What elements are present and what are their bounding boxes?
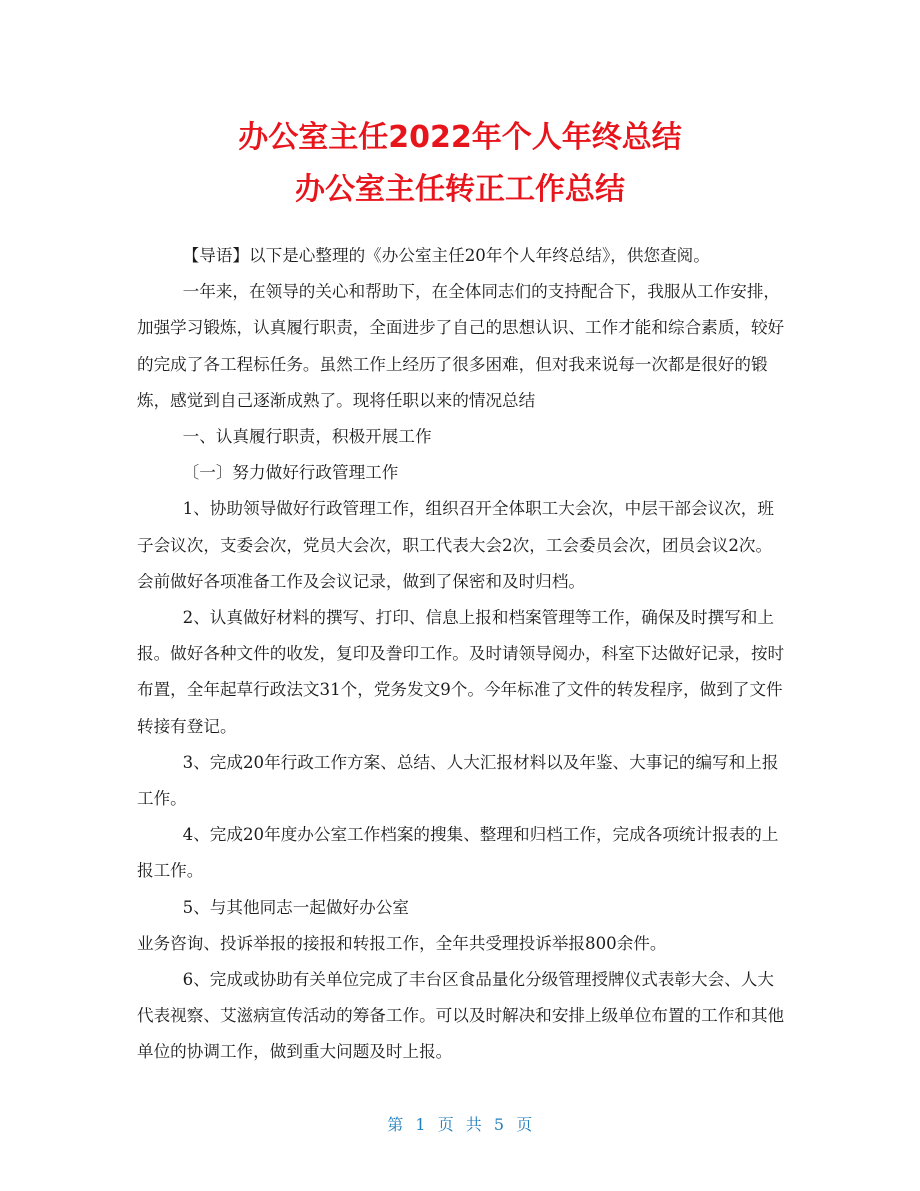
footer-current-page: 1 xyxy=(415,1115,427,1134)
list-item-2: 2、认真做好材料的撰写、打印、信息上报和档案管理等工作，确保及时撰写和上报。做好各种文件的收发，复印及誊印工作。及时请领导阅办，科室下达做好记录，按时布置，全年起草行政法文31个，党务发文9个。今年标准了文件的转发程序，做到了文件转接有登记。 xyxy=(137,608,785,736)
footer-label-di: 第 xyxy=(387,1115,404,1134)
page-footer xyxy=(0,1112,920,1135)
list-item-5-continued: 业务咨询、投诉举报的接报和转报工作，全年共受理投诉举报800余件。 xyxy=(137,933,667,953)
paragraph-summary: 一年来，在领导的关心和帮助下，在全体同志们的支持配合下，我服从工作安排，加强学习锻炼，认真履行职责，全面进步了自己的思想认识、工作才能和综合素质，较好的完成了各工程标任务。虽然工作上经历了很多困难，但对我来说每一次都是很好的锻炼，感觉到自己逐渐成熟了。现将任职以来的情况总结 xyxy=(137,282,785,410)
list-item-5: 5、与其他同志一起做好办公室 xyxy=(182,897,409,917)
document-body xyxy=(137,238,787,1071)
footer-label-ye2: 页 xyxy=(516,1115,533,1134)
list-item-3: 3、完成20年行政工作方案、总结、人大汇报材料以及年鉴、大事记的编写和上报工作。 xyxy=(137,752,779,809)
title-line-1: 办公室主任2022年个人年终总结 xyxy=(238,120,682,155)
list-item-4: 4、完成20年度办公室工作档案的搜集、整理和归档工作，完成各项统计报表的上报工作。 xyxy=(137,825,779,881)
paragraph-intro: 【导语】以下是心整理的《办公室主任20年个人年终总结》，供您查阅。 xyxy=(182,246,710,265)
document-title xyxy=(0,112,920,216)
footer-label-ye: 页 xyxy=(437,1115,455,1134)
list-item-6: 6、完成或协助有关单位完成了丰台区食品量化分级管理授牌仪式表彰大会、人大代表视察、艾滋病宣传活动的筹备工作。可以及时解决和安排上级单位布置的工作和其他单位的协调工作，做到重大问题及时上报。 xyxy=(137,970,785,1062)
section-heading-1: 一、认真履行职责，积极开展工作 xyxy=(182,427,432,447)
list-item-1: 1、协助领导做好行政管理工作，组织召开全体职工大会次，中层干部会议次，班子会议次，支委会次，党员大会次，职工代表大会2次，工会委员会次，团员会议2次。会前做好各项准备工作及会议记录，做到了保密和及时归档。 xyxy=(137,499,774,591)
title-line-2: 办公室主任转正工作总结 xyxy=(295,172,625,207)
footer-total-pages: 5 xyxy=(493,1115,505,1134)
footer-label-gong: 共 xyxy=(465,1115,483,1134)
subsection-heading-1: 〔一〕努力做好行政管理工作 xyxy=(182,463,399,483)
